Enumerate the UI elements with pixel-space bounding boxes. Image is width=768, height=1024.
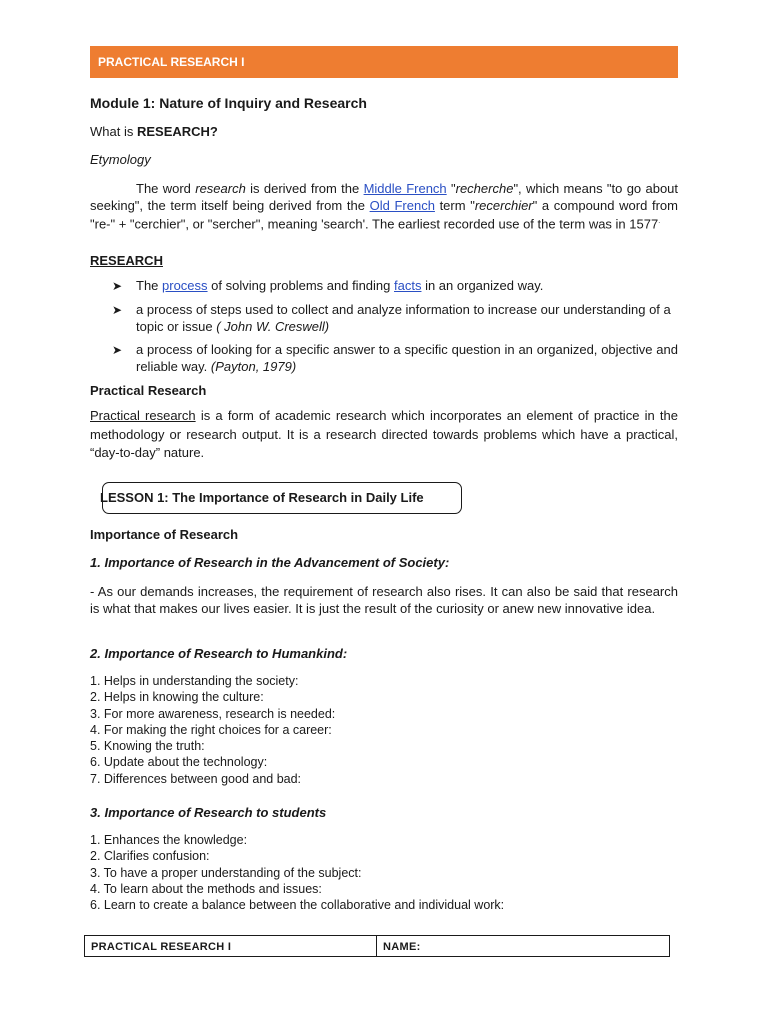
old-french-link[interactable]: Old French (369, 197, 435, 213)
footer-name-cell: NAME: (383, 941, 421, 953)
section1-title: 1. Importance of Research in the Advancement of Society: (90, 555, 450, 570)
section2-list (90, 673, 678, 787)
header-bar (90, 46, 678, 78)
research-heading: RESEARCH (90, 253, 163, 268)
list-item: 3. To have a proper understanding of the subject: (90, 865, 362, 880)
etymology-heading: Etymology (90, 152, 151, 167)
arrow-bullet-icon: ➤ (112, 343, 123, 357)
arrow-bullet-icon: ➤ (112, 303, 123, 317)
module-title: Module 1: Nature of Inquiry and Research (90, 95, 367, 111)
lesson-title: LESSON 1: The Importance of Research in Daily Life (100, 490, 424, 505)
section3-list (90, 832, 678, 913)
process-link[interactable]: process (162, 278, 208, 293)
list-item: 5. Knowing the truth: (90, 739, 205, 754)
list-item: 4. To learn about the methods and issues: (90, 881, 322, 896)
list-item: 7. Differences between good and bad: (90, 771, 302, 786)
practical-heading: Practical Research (90, 383, 207, 398)
section3-title: 3. Importance of Research to students (90, 805, 327, 820)
facts-link[interactable]: facts (394, 278, 422, 293)
what-is-prefix: What is (90, 124, 137, 139)
footer-table (84, 935, 670, 957)
list-item: 4. For making the right choices for a career: (90, 722, 332, 737)
list-item: 3. For more awareness, research is needed: (90, 706, 336, 721)
arrow-bullet-icon: ➤ (112, 279, 123, 293)
list-item: 6. Learn to create a balance between the collaborative and individual work: (90, 898, 505, 913)
footer-subject-cell: PRACTICAL RESEARCH I (85, 936, 377, 956)
section2-title: 2. Importance of Research to Humankind: (90, 646, 348, 661)
lesson-title-box (102, 482, 462, 514)
list-item: 2. Clarifies confusion: (90, 849, 210, 864)
middle-french-link[interactable]: Middle French (363, 181, 447, 196)
section1-body: - As our demands increases, the requirement of research also rises. It can also be said that research is what that makes our lives easier. It is just the result of the curiosity or anew new innovative idea. (90, 584, 678, 616)
header-title: PRACTICAL RESEARCH I (98, 55, 245, 69)
what-is-bold: RESEARCH? (136, 124, 218, 139)
practical-paragraph: Practical research is a form of academic research which incorporates an element of practice in the methodology or research output. It is a research directed towards problems which have a practical, “day-to-day” nature. (90, 408, 678, 460)
list-item: 2. Helps in knowing the culture: (90, 690, 264, 705)
list-item: 1. Enhances the knowledge: (90, 833, 248, 847)
what-is-research (90, 124, 678, 141)
importance-heading: Importance of Research (90, 527, 239, 542)
etymology-paragraph: The word research is derived from the Middle French "recherche", which means "to go about seeking", the term itself being derived from the Old French term "recerchier" a compound word from "re-" + "cerchier", or "sercher", meaning 'search'. The earliest recorded use of the term was in 1577. (90, 181, 679, 232)
list-item: 1. Helps in understanding the society: (90, 674, 299, 688)
list-item: 6. Update about the technology: (90, 755, 268, 770)
